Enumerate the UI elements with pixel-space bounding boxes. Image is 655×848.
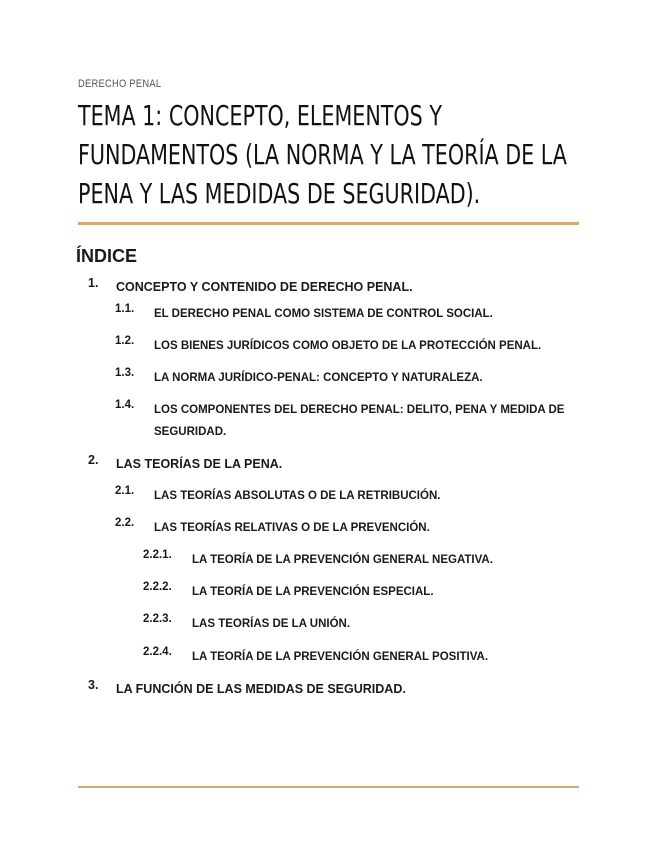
toc-text: LA TEORÍA DE LA PREVENCIÓN ESPECIAL. <box>192 586 434 598</box>
toc-number: 1.4. <box>115 399 135 411</box>
toc-entry-2-2-1[interactable] <box>143 549 573 571</box>
toc-number: 1. <box>88 276 99 290</box>
toc-number: 2.2. <box>115 517 135 529</box>
toc-number: 2.2.1. <box>143 549 172 561</box>
toc-text: LOS BIENES JURÍDICOS COMO OBJETO DE LA PROTECCIÓN PENAL. <box>154 340 542 352</box>
toc-entry-2-2-4[interactable] <box>143 646 573 668</box>
toc-entry-2[interactable] <box>88 453 568 475</box>
toc-entry-2-2-2[interactable] <box>143 581 573 603</box>
toc-number: 2.2.2. <box>143 581 172 593</box>
toc-entry-2-2[interactable] <box>115 517 575 539</box>
toc-text: LA TEORÍA DE LA PREVENCIÓN GENERAL POSITIVA. <box>192 651 489 663</box>
toc-number: 1.3. <box>115 367 135 379</box>
toc-text: EL DERECHO PENAL COMO SISTEMA DE CONTROL SOCIAL. <box>154 308 493 320</box>
toc-number: 2.2.4. <box>143 646 172 658</box>
toc-number: 1.1. <box>115 303 135 315</box>
toc-text: LAS TEORÍAS ABSOLUTAS O DE LA RETRIBUCIÓN. <box>154 490 441 502</box>
toc-entry-2-2-3[interactable] <box>143 613 573 635</box>
toc-text: LA FUNCIÓN DE LAS MEDIDAS DE SEGURIDAD. <box>116 682 406 696</box>
toc-text: LOS COMPONENTES DEL DERECHO PENAL: DELITO, PENA Y MEDIDA DE SEGURIDAD. <box>154 404 565 438</box>
toc-entry-1[interactable] <box>88 276 568 298</box>
toc-text: CONCEPTO Y CONTENIDO DE DERECHO PENAL. <box>116 280 413 294</box>
toc-text: LAS TEORÍAS DE LA UNIÓN. <box>192 618 351 630</box>
toc-number: 1.2. <box>115 335 135 347</box>
toc-entry-1-1[interactable] <box>115 303 575 325</box>
page-title: TEMA 1: CONCEPTO, ELEMENTOS Y FUNDAMENTOS (LA NORMA Y LA TEORÍA DE LA PENA Y LAS MEDIDAS DE SEGURIDAD). <box>78 99 567 210</box>
toc-entry-1-3[interactable] <box>115 367 575 389</box>
title-divider <box>78 222 579 225</box>
index-heading: ÍNDICE <box>76 246 138 266</box>
toc-number: 2. <box>88 453 99 467</box>
toc-entry-1-4[interactable] <box>115 399 575 443</box>
subject-label: DERECHO PENAL <box>78 78 162 90</box>
toc-text: LA TEORÍA DE LA PREVENCIÓN GENERAL NEGATIVA. <box>192 554 493 566</box>
toc-entry-3[interactable] <box>88 678 568 700</box>
toc-entry-2-1[interactable] <box>115 485 575 507</box>
toc-entry-1-2[interactable] <box>115 335 575 357</box>
toc-number: 2.2.3. <box>143 613 172 625</box>
toc-text: LAS TEORÍAS RELATIVAS O DE LA PREVENCIÓN. <box>154 522 430 534</box>
toc-number: 3. <box>88 678 99 692</box>
footer-divider <box>78 786 579 788</box>
toc-text: LAS TEORÍAS DE LA PENA. <box>116 457 283 471</box>
toc-number: 2.1. <box>115 485 135 497</box>
toc-text: LA NORMA JURÍDICO-PENAL: CONCEPTO Y NATURALEZA. <box>154 372 483 384</box>
